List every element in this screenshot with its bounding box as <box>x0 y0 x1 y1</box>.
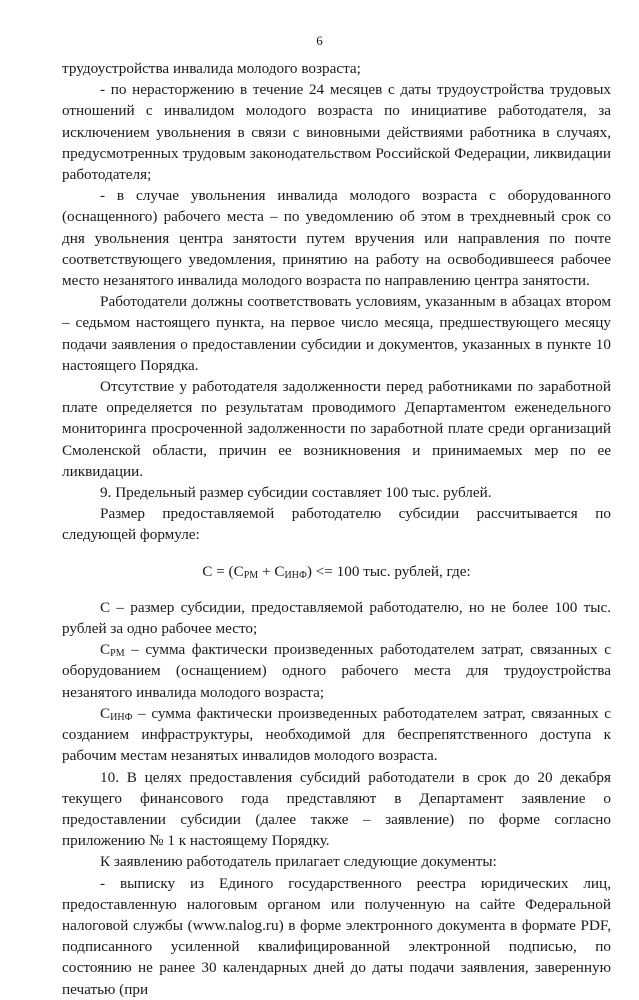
definition-c <box>62 597 611 639</box>
formula-sub-rm: РМ <box>243 569 259 581</box>
definition-symbol: С <box>100 641 111 659</box>
formula-lhs: С = (С <box>202 562 244 580</box>
formula-rhs: ) <= 100 тыс. рублей, где: <box>306 562 471 580</box>
paragraph: К заявлению работодатель прилагает следующие документы: <box>100 853 497 871</box>
definition-symbol: С <box>100 704 111 722</box>
page-number: 6 <box>316 33 323 48</box>
subsidy-formula <box>62 561 611 582</box>
formula-plus: + С <box>258 562 285 580</box>
paragraph: трудоустройства инвалида молодого возраста; <box>62 60 361 77</box>
paragraph: 10. В целях предоставления субсидий работодатели в срок до 20 декабря текущего финансового года представляют в Департамент заявление о предоставлении субсидии (далее также – заявление) по форме согласно приложению № 1 к настоящему Порядку. <box>62 768 611 850</box>
definition-text: – сумма фактически произведенных работодателем затрат, связанных с оборудованием (оснащением) одного рабочего места для трудоустройства незанятого инвалида молодого возраста; <box>62 641 611 701</box>
paragraph: - в случае увольнения инвалида молодого возраста с оборудованного (оснащенного) рабочего места – по уведомлению об этом в трехдневный срок со дня увольнения центра занятости путем вручения или направления по почте соответствующего уведомления, принятию на работу на освободившееся рабочее место незанятого инвалида молодого возраста по направлению центра занятости. <box>62 187 611 290</box>
document-body <box>62 58 611 1000</box>
paragraph: - выписку из Единого государственного реестра юридических лиц, предоставленную налоговым органом или полученную на сайте Федеральной налоговой службы (www.nalog.ru) в форме электронного документа в формате PDF, подписанного усиленной квалифицированной электронной подписью, по состоянию не ранее 30 календарных дней до даты подачи заявления, заверенную печатью (при <box>62 874 611 998</box>
definition-symbol: С <box>100 598 111 616</box>
paragraph: 9. Предельный размер субсидии составляет 100 тыс. рублей. <box>100 484 492 502</box>
paragraph: Работодатели должны соответствовать условиям, указанным в абзацах втором – седьмом настоящего пункта, на первое число месяца, предшествующего месяцу подачи заявления о предоставлении субсидии и документов, указанных в пункте 10 настоящего Порядка. <box>62 293 611 374</box>
paragraph: Отсутствие у работодателя задолженности перед работниками по заработной плате определяется по результатам проводимого Департаментом еженедельного мониторинга просроченной задолженности по заработной плате среди организаций Смоленской области, причин ее возникновения и принимаемых мер по ее ликвидации. <box>62 378 611 480</box>
definition-text: – сумма фактически произведенных работодателем затрат, связанных с созданием инфраструктуры, необходимой для беспрепятственного доступа к рабочим местам незанятых инвалидов молодого возраста. <box>62 704 611 765</box>
definition-c-inf <box>62 703 611 767</box>
definition-subscript: РМ <box>110 648 125 660</box>
paragraph: Размер предоставляемой работодателю субсидии рассчитывается по следующей формуле: <box>62 505 611 544</box>
definition-text: – размер субсидии, предоставляемой работодателю, но не более 100 тыс. рублей за одно рабочее место; <box>62 598 611 638</box>
paragraph: - по нерасторжению в течение 24 месяцев с даты трудоустройства трудовых отношений с инвалидом молодого возраста по инициативе работодателя, за исключением увольнения в связи с виновными действиями работника в случаях, предусмотренных трудовым законодательством Российской Федерации, ликвидации работодателя; <box>62 81 611 184</box>
definition-c-rm <box>62 639 611 703</box>
formula-sub-inf: ИНФ <box>284 569 307 581</box>
definition-subscript: ИНФ <box>110 711 133 723</box>
